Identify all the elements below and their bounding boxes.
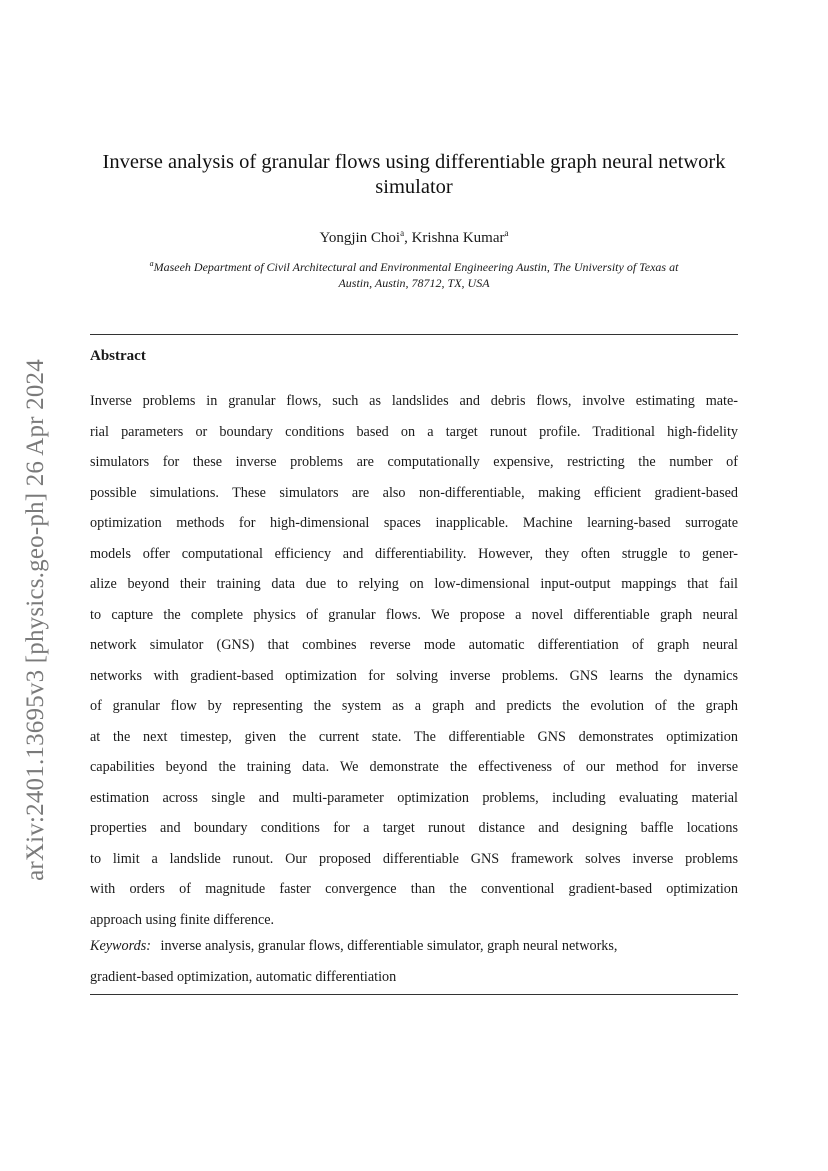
keywords-label: Keywords: bbox=[90, 938, 151, 954]
abstract-line: alize beyond their training data due to relying on low-dimensional input-output mappings that fail bbox=[90, 576, 738, 592]
abstract-heading: Abstract bbox=[90, 348, 146, 364]
paper-title bbox=[80, 150, 748, 200]
author-list bbox=[0, 224, 828, 247]
abstract-body bbox=[90, 386, 738, 935]
abstract-line: capabilities beyond the training data. We demonstrate the effectiveness of our method for inverse bbox=[90, 759, 738, 775]
title-line-1: Inverse analysis of granular flows using differentiable graph neural network bbox=[102, 151, 726, 173]
author-separator: , bbox=[404, 230, 412, 246]
keywords-text: inverse analysis, granular flows, differentiable simulator, graph neural networks, bbox=[160, 938, 618, 954]
affiliation-text: Maseeh Department of Civil Architectural and Environmental Engineering Austin, The University of Texas at bbox=[153, 260, 679, 274]
author-affiliation-marker: a bbox=[504, 228, 509, 238]
author-name: Yongjin Choi bbox=[319, 230, 401, 246]
keywords-section bbox=[90, 931, 738, 992]
abstract-line: at the next timestep, given the current state. The differentiable GNS demonstrates optimization bbox=[90, 728, 738, 745]
abstract-bottom-rule bbox=[90, 994, 738, 995]
keywords-line-1 bbox=[90, 931, 738, 962]
abstract-line: models offer computational efficiency and differentiability. However, they often struggle to gener- bbox=[90, 545, 738, 562]
affiliation-line-1 bbox=[100, 256, 728, 276]
abstract-line: to capture the complete physics of granular flows. We propose a novel differentiable graph neural bbox=[90, 606, 738, 623]
abstract-line: simulators for these inverse problems are computationally expensive, restricting the number of bbox=[90, 454, 738, 470]
author-affiliation-marker: a bbox=[400, 228, 405, 238]
keywords-line-2: gradient-based optimization, automatic differentiation bbox=[90, 968, 397, 985]
abstract-line: networks with gradient-based optimization for solving inverse problems. GNS learns the dynamics bbox=[90, 667, 738, 684]
affiliation bbox=[100, 256, 728, 291]
abstract-line: to limit a landslide runout. Our proposed differentiable GNS framework solves inverse problems bbox=[90, 850, 738, 867]
abstract-line: properties and boundary conditions for a target runout distance and designing baffle locations bbox=[90, 820, 738, 836]
author-name: Krishna Kumar bbox=[411, 230, 505, 246]
affiliation-marker: a bbox=[149, 259, 154, 268]
abstract-line: optimization methods for high-dimensional spaces inapplicable. Machine learning-based surrogate bbox=[90, 515, 738, 531]
abstract-line: of granular flow by representing the system as a graph and predicts the evolution of the graph bbox=[90, 698, 738, 714]
abstract-top-rule bbox=[90, 334, 738, 335]
arxiv-identifier-stamp: arXiv:2401.13695v3 [physics.geo-ph] 26 Apr 2024 bbox=[22, 359, 49, 881]
abstract-line: with orders of magnitude faster convergence than the conventional gradient-based optimization bbox=[90, 881, 738, 897]
abstract-line: network simulator (GNS) that combines reverse mode automatic differentiation of graph neural bbox=[90, 637, 738, 653]
abstract-line: rial parameters or boundary conditions based on a target runout profile. Traditional high-fidelity bbox=[90, 423, 738, 440]
abstract-line: approach using finite difference. bbox=[90, 911, 275, 928]
abstract-line: Inverse problems in granular flows, such as landslides and debris flows, involve estimating mate- bbox=[90, 393, 738, 409]
abstract-line: estimation across single and multi-parameter optimization problems, including evaluating material bbox=[90, 789, 738, 806]
affiliation-line-2: Austin, Austin, 78712, TX, USA bbox=[338, 275, 490, 290]
title-line-2: simulator bbox=[375, 176, 453, 198]
abstract-line: possible simulations. These simulators are also non-differentiable, making efficient gradient-based bbox=[90, 484, 738, 501]
